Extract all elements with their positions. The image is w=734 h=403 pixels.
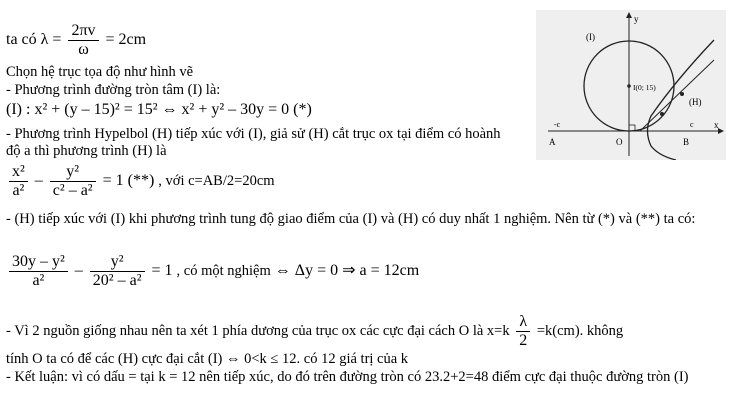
geometry-figure xyxy=(536,10,726,160)
intersection-den-1: a² xyxy=(9,271,68,290)
lambda-half-fraction xyxy=(516,313,530,350)
maxima-text-post: =k(cm). không xyxy=(536,322,624,339)
k-range-line: tính O ta có để các (H) cực đại cắt (I) ⇔ 0<k ≤ 12. có 12 giá trị của k xyxy=(6,351,409,367)
intersection-num-1: 30y – y² xyxy=(12,253,65,270)
intersection-frac-2 xyxy=(90,253,145,290)
lambda-symbol: λ = xyxy=(40,31,62,49)
hyperbola-equation xyxy=(6,163,275,200)
intersection-frac-1 xyxy=(9,253,68,290)
hyperbola-num-y: y² xyxy=(66,163,80,180)
intersection-point xyxy=(680,92,684,96)
hyperbola-frac-y xyxy=(50,163,96,200)
tangent-point xyxy=(660,112,664,116)
intersection-equation xyxy=(6,253,419,290)
maxima-distance-line xyxy=(6,313,623,350)
lambda-prefix: ta có xyxy=(6,31,37,49)
axes-choice-text: Chọn hệ trục tọa độ như hình vẽ xyxy=(6,64,194,80)
circle-center-dot xyxy=(627,84,631,88)
lambda-formula-line xyxy=(6,22,146,59)
lambda-fraction xyxy=(68,22,98,59)
intersection-num-2: y² xyxy=(110,253,124,270)
hyperbola-intro: - Phương trình Hypelbol (H) tiếp xúc với (I), giả sử (H) cắt trục ox tại điểm có hoành độ a thì phương trình (H) là xyxy=(6,126,501,159)
intersection-rhs: = 1 xyxy=(151,262,173,280)
label-center: I(0; 15) xyxy=(633,83,656,92)
hyperbola-frac-x xyxy=(9,163,28,200)
circle-eq-body: x² + (y – 15)² = 15² ⇔ x² + y² – 30y = 0 (*) xyxy=(34,101,312,118)
label-circle: (I) xyxy=(586,32,595,42)
label-a: A xyxy=(549,137,556,147)
label-h: (H) xyxy=(689,97,702,107)
intersection-note: , có một nghiệm xyxy=(176,263,271,280)
hyperbola-num-x: x² xyxy=(12,163,25,180)
minus-sign: – xyxy=(34,172,43,190)
minus-sign-2: – xyxy=(74,262,83,280)
label-x: x xyxy=(714,120,719,130)
intersection-result: ⇔ Δy = 0 ⇒ a = 12cm xyxy=(274,262,420,280)
conclusion-text: - Kết luận: vì có dấu = tại k = 12 nên tiếp xúc, do đó trên đường tròn có 23.2+2=48 điểm cực đại thuộc đường tròn (I) xyxy=(6,369,689,385)
circle-equation xyxy=(6,101,312,118)
figure-background xyxy=(536,10,726,160)
lambda-numerator: 2πv xyxy=(71,22,96,39)
lambda-denominator: ω xyxy=(68,40,98,59)
lambda-half-den: 2 xyxy=(516,331,530,350)
label-b: B xyxy=(683,137,690,147)
label-o: O xyxy=(616,137,623,147)
circle-eq-label: (I) : xyxy=(6,101,31,118)
label-y: y xyxy=(634,14,639,24)
intersection-den-2: 20² – a² xyxy=(90,271,145,290)
circle-eq-heading: - Phương trình đường tròn tâm (I) là: xyxy=(6,82,221,98)
hyperbola-c-note: , với c=AB/2=20cm xyxy=(158,173,275,190)
lambda-half-num: λ xyxy=(519,313,528,330)
hyperbola-eq-rhs: = 1 (**) xyxy=(102,172,155,190)
label-c: c xyxy=(690,120,694,129)
hyperbola-den-x: a² xyxy=(9,181,28,200)
lambda-result: = 2cm xyxy=(105,31,147,49)
tangency-condition: - (H) tiếp xúc với (I) khi phương trình tung độ giao điểm của (I) và (H) có duy nhất 1 nghiệm. Nên từ (*) và (**) ta có: xyxy=(6,211,696,227)
maxima-text-pre: - Vì 2 nguồn giống nhau nên ta xét 1 phía dương của trục ox các cực đại cách O là x=k xyxy=(6,322,510,339)
hyperbola-den-y: c² – a² xyxy=(50,181,96,200)
label-minus-c: -c xyxy=(554,120,561,129)
